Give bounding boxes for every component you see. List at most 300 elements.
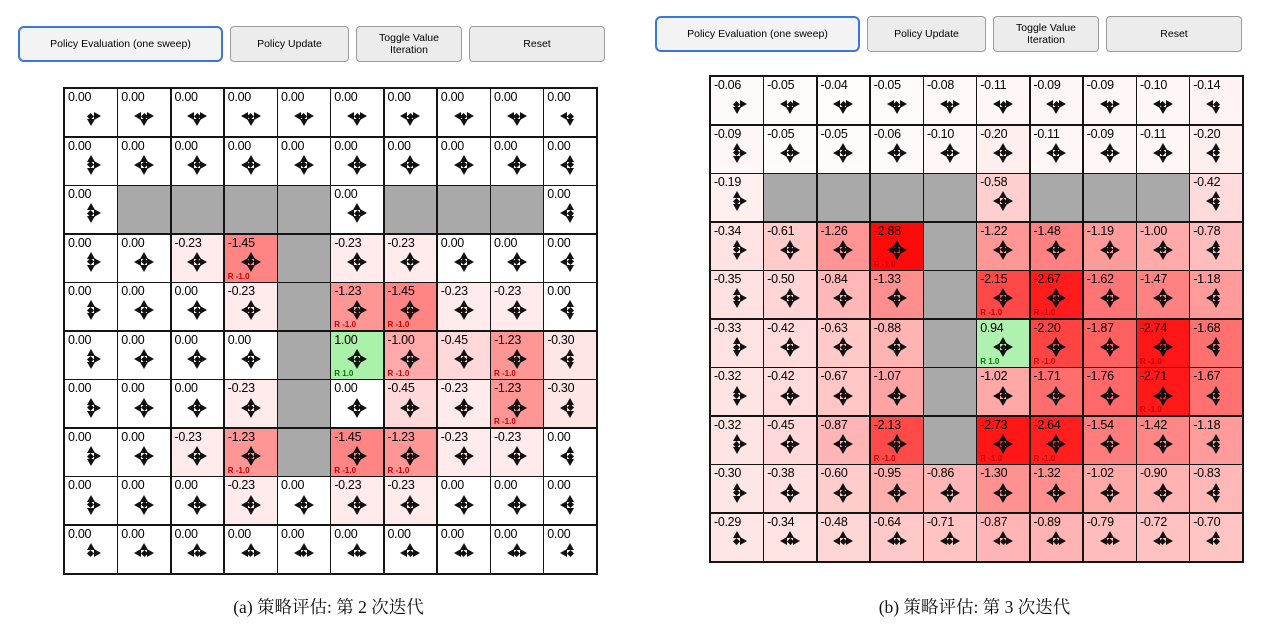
toggle-value-iteration-button[interactable]: Toggle Value Iteration: [356, 26, 462, 62]
wall-cell[interactable]: [278, 235, 330, 282]
cell-value: -0.08: [927, 78, 954, 92]
grid-cell[interactable]: [65, 283, 117, 330]
gridworld-b[interactable]: [709, 75, 1244, 563]
wall-cell[interactable]: [278, 332, 330, 379]
wall-cell[interactable]: [385, 186, 437, 233]
grid-cell[interactable]: [544, 429, 596, 476]
policy-arrows-icon: [994, 241, 1012, 259]
policy-arrows-icon: [82, 496, 100, 514]
grid-cell[interactable]: [1190, 514, 1242, 561]
wall-cell[interactable]: [924, 223, 976, 270]
grid-cell[interactable]: [1031, 368, 1083, 415]
policy-arrows-icon: [1154, 289, 1172, 307]
policy-arrows-icon: [401, 544, 419, 562]
cell-value: -0.10: [927, 126, 954, 141]
grid-cell[interactable]: [118, 332, 170, 379]
grid-cell[interactable]: [118, 89, 170, 136]
grid-cell[interactable]: [818, 77, 870, 124]
grid-cell[interactable]: [544, 89, 596, 136]
grid-cell[interactable]: [65, 477, 117, 524]
grid-cell[interactable]: [818, 368, 870, 415]
grid-cell[interactable]: [1084, 417, 1136, 464]
cell-value: -0.23: [334, 235, 362, 250]
policy-arrows-icon: [1101, 484, 1119, 502]
grid-cell[interactable]: [711, 514, 763, 561]
wall-cell[interactable]: [278, 283, 330, 330]
wall-cell[interactable]: [438, 186, 490, 233]
policy-arrows-icon: [295, 544, 313, 562]
grid-cell[interactable]: [278, 138, 330, 185]
grid-cell[interactable]: [871, 320, 923, 367]
cell-value: -1.33: [873, 272, 901, 287]
grid-cell[interactable]: [438, 235, 490, 282]
grid-cell[interactable]: [1137, 77, 1189, 124]
cell-value: -0.05: [873, 78, 901, 92]
policy-arrows-icon: [781, 289, 799, 307]
grid-cell[interactable]: [871, 223, 923, 270]
cell-value: -1.00: [1140, 223, 1167, 238]
grid-cell[interactable]: [385, 89, 437, 136]
grid-cell[interactable]: [65, 332, 117, 379]
policy-arrows-icon: [1207, 95, 1225, 113]
cell-value: -0.05: [767, 78, 795, 92]
grid-cell[interactable]: [924, 514, 976, 561]
grid-cell[interactable]: [438, 332, 490, 379]
grid-cell[interactable]: [491, 235, 543, 282]
grid-cell[interactable]: [1031, 271, 1083, 318]
grid-cell[interactable]: [385, 380, 437, 427]
grid-cell[interactable]: [118, 526, 170, 573]
grid-cell[interactable]: [1031, 514, 1083, 561]
grid-cell[interactable]: [1190, 368, 1242, 415]
grid-cell[interactable]: [385, 332, 437, 379]
wall-cell[interactable]: [924, 368, 976, 415]
grid-cell[interactable]: [278, 526, 330, 573]
cell-value: -0.23: [440, 284, 468, 299]
grid-cell[interactable]: [1084, 271, 1136, 318]
grid-cell[interactable]: [544, 332, 596, 379]
grid-cell[interactable]: [711, 465, 763, 512]
grid-cell[interactable]: [1084, 320, 1136, 367]
policy-arrows-icon: [994, 484, 1012, 502]
reward-label: R -1.0: [873, 259, 896, 269]
grid-cell[interactable]: [1031, 417, 1083, 464]
grid-cell[interactable]: [871, 77, 923, 124]
grid-cell[interactable]: [544, 477, 596, 524]
grid-cell[interactable]: [764, 417, 816, 464]
grid-cell[interactable]: [1190, 223, 1242, 270]
policy-arrows-icon: [82, 156, 100, 174]
reward-label: R -1.0: [334, 465, 357, 475]
grid-cell[interactable]: [711, 223, 763, 270]
grid-cell[interactable]: [118, 380, 170, 427]
grid-cell[interactable]: [977, 320, 1029, 367]
reset-button[interactable]: Reset: [469, 26, 605, 62]
policy-arrows-icon: [295, 496, 313, 514]
grid-cell[interactable]: [438, 380, 490, 427]
grid-cell[interactable]: [1084, 77, 1136, 124]
grid-cell[interactable]: [225, 283, 277, 330]
grid-cell[interactable]: [1190, 271, 1242, 318]
wall-cell[interactable]: [225, 186, 277, 233]
policy-arrows-icon: [728, 435, 746, 453]
cell-value: -0.42: [767, 369, 795, 384]
cell-value: 0.00: [174, 90, 198, 104]
policy-arrows-icon: [455, 350, 473, 368]
grid-cell[interactable]: [1137, 126, 1189, 173]
policy-arrows-icon: [455, 399, 473, 417]
grid-cell[interactable]: [172, 138, 224, 185]
grid-cell[interactable]: [764, 368, 816, 415]
grid-cell[interactable]: [438, 526, 490, 573]
grid-cell[interactable]: [977, 514, 1029, 561]
grid-cell[interactable]: [438, 429, 490, 476]
grid-cell[interactable]: [764, 126, 816, 173]
policy-arrows-icon: [561, 107, 579, 125]
policy-arrows-icon: [994, 435, 1012, 453]
grid-cell[interactable]: [225, 477, 277, 524]
wall-cell[interactable]: [1137, 174, 1189, 221]
wall-cell[interactable]: [764, 174, 816, 221]
grid-cell[interactable]: [172, 89, 224, 136]
grid-cell[interactable]: [331, 235, 383, 282]
grid-cell[interactable]: [491, 283, 543, 330]
grid-cell[interactable]: [1031, 465, 1083, 512]
grid-cell[interactable]: [1137, 368, 1189, 415]
cell-value: 0.00: [547, 187, 571, 202]
cell-value: -2.67: [1033, 272, 1061, 287]
wall-cell[interactable]: [871, 174, 923, 221]
grid-cell[interactable]: [331, 477, 383, 524]
grid-cell[interactable]: [118, 429, 170, 476]
policy-arrows-icon: [1207, 338, 1225, 356]
policy-arrows-icon: [781, 532, 799, 550]
grid-cell[interactable]: [818, 417, 870, 464]
grid-cell[interactable]: [544, 380, 596, 427]
grid-cell[interactable]: [871, 368, 923, 415]
cell-value: -0.64: [873, 514, 901, 529]
policy-arrows-icon: [1207, 484, 1225, 502]
wall-cell[interactable]: [1031, 174, 1083, 221]
cell-value: 0.00: [227, 138, 251, 153]
grid-cell[interactable]: [225, 429, 277, 476]
grid-cell[interactable]: [764, 320, 816, 367]
wall-cell[interactable]: [172, 186, 224, 233]
grid-cell[interactable]: [225, 235, 277, 282]
grid-cell[interactable]: [1084, 465, 1136, 512]
cell-value: -0.67: [820, 369, 848, 384]
grid-cell[interactable]: [172, 429, 224, 476]
grid-cell[interactable]: [65, 526, 117, 573]
grid-cell[interactable]: [172, 283, 224, 330]
grid-cell[interactable]: [1137, 514, 1189, 561]
grid-cell[interactable]: [118, 235, 170, 282]
grid-cell[interactable]: [118, 477, 170, 524]
grid-cell[interactable]: [1190, 126, 1242, 173]
reward-label: R 1.0: [334, 368, 354, 378]
grid-cell[interactable]: [278, 477, 330, 524]
grid-cell[interactable]: [711, 126, 763, 173]
cell-value: -0.50: [767, 272, 795, 287]
grid-cell[interactable]: [385, 477, 437, 524]
cell-value: 0.00: [387, 526, 411, 541]
grid-cell[interactable]: [65, 235, 117, 282]
cell-value: -1.00: [387, 332, 415, 347]
cell-value: -0.23: [494, 284, 521, 299]
grid-cell[interactable]: [172, 380, 224, 427]
wall-cell[interactable]: [278, 429, 330, 476]
policy-arrows-icon: [348, 399, 366, 417]
reset-button[interactable]: Reset: [1106, 16, 1242, 52]
grid-cell[interactable]: [65, 429, 117, 476]
grid-cell[interactable]: [65, 380, 117, 427]
grid-cell[interactable]: [1137, 465, 1189, 512]
grid-cell[interactable]: [118, 138, 170, 185]
cell-value: -0.95: [873, 466, 901, 481]
grid-cell[interactable]: [491, 332, 543, 379]
grid-cell[interactable]: [871, 465, 923, 512]
cell-value: 0.00: [547, 138, 571, 153]
policy-arrows-icon: [728, 144, 746, 162]
policy-arrows-icon: [1047, 144, 1065, 162]
grid-cell[interactable]: [977, 174, 1029, 221]
grid-cell[interactable]: [225, 138, 277, 185]
grid-cell[interactable]: [871, 514, 923, 561]
policy-evaluation-button[interactable]: Policy Evaluation (one sweep): [18, 26, 223, 62]
grid-cell[interactable]: [764, 271, 816, 318]
cell-value: -0.23: [227, 381, 255, 396]
policy-arrows-icon: [728, 289, 746, 307]
grid-cell[interactable]: [871, 417, 923, 464]
cell-value: -2.15: [980, 272, 1008, 287]
grid-cell[interactable]: [385, 235, 437, 282]
grid-cell[interactable]: [711, 320, 763, 367]
grid-cell[interactable]: [225, 89, 277, 136]
cell-value: -0.06: [714, 78, 741, 92]
grid-cell[interactable]: [225, 526, 277, 573]
grid-cell[interactable]: [385, 283, 437, 330]
grid-cell[interactable]: [385, 138, 437, 185]
grid-cell[interactable]: [1190, 465, 1242, 512]
grid-cell[interactable]: [65, 138, 117, 185]
grid-cell[interactable]: [491, 380, 543, 427]
grid-cell[interactable]: [924, 77, 976, 124]
cell-value: -0.23: [227, 284, 255, 299]
grid-cell[interactable]: [331, 429, 383, 476]
grid-cell[interactable]: [225, 380, 277, 427]
wall-cell[interactable]: [118, 186, 170, 233]
grid-cell[interactable]: [331, 89, 383, 136]
grid-cell[interactable]: [924, 465, 976, 512]
wall-cell[interactable]: [924, 271, 976, 318]
cell-value: -1.18: [1193, 417, 1221, 432]
policy-arrows-icon: [135, 447, 153, 465]
policy-arrows-icon: [135, 253, 153, 271]
grid-cell[interactable]: [172, 526, 224, 573]
grid-cell[interactable]: [544, 526, 596, 573]
grid-cell[interactable]: [65, 186, 117, 233]
grid-cell[interactable]: [818, 514, 870, 561]
grid-cell[interactable]: [491, 526, 543, 573]
cell-value: -1.48: [1033, 223, 1061, 238]
grid-cell[interactable]: [977, 271, 1029, 318]
grid-cell[interactable]: [331, 283, 383, 330]
policy-arrows-icon: [188, 544, 206, 562]
grid-cell[interactable]: [544, 235, 596, 282]
grid-cell[interactable]: [544, 138, 596, 185]
grid-cell[interactable]: [438, 138, 490, 185]
grid-cell[interactable]: [977, 77, 1029, 124]
figure-caption-a: (a) 策略评估: 第 2 次迭代: [233, 597, 424, 617]
grid-cell[interactable]: [438, 477, 490, 524]
grid-cell[interactable]: [544, 186, 596, 233]
grid-cell[interactable]: [871, 271, 923, 318]
toggle-value-iteration-button[interactable]: Toggle Value Iteration: [993, 16, 1099, 52]
grid-cell[interactable]: [1190, 174, 1242, 221]
wall-cell[interactable]: [924, 417, 976, 464]
grid-cell[interactable]: [818, 465, 870, 512]
policy-arrows-icon: [1101, 435, 1119, 453]
grid-cell[interactable]: [278, 89, 330, 136]
reward-label: R 1.0: [980, 356, 1000, 366]
grid-cell[interactable]: [385, 526, 437, 573]
policy-arrows-icon: [242, 156, 260, 174]
wall-cell[interactable]: [278, 380, 330, 427]
reward-label: R -1.0: [1140, 356, 1162, 366]
grid-cell[interactable]: [711, 77, 763, 124]
grid-cell[interactable]: [331, 526, 383, 573]
cell-value: -0.23: [174, 235, 202, 250]
cell-value: 0.00: [121, 332, 145, 347]
grid-cell[interactable]: [1084, 126, 1136, 173]
policy-arrows-icon: [1101, 95, 1119, 113]
grid-cell[interactable]: [818, 126, 870, 173]
grid-cell[interactable]: [977, 368, 1029, 415]
grid-cell[interactable]: [491, 429, 543, 476]
cell-value: 0.00: [68, 235, 92, 250]
policy-arrows-icon: [941, 484, 959, 502]
grid-cell[interactable]: [977, 417, 1029, 464]
grid-cell[interactable]: [818, 223, 870, 270]
wall-cell[interactable]: [278, 186, 330, 233]
gridworld-a[interactable]: [63, 87, 598, 575]
grid-cell[interactable]: [764, 465, 816, 512]
figure-caption-b: (b) 策略评估: 第 3 次迭代: [878, 597, 1071, 617]
grid-cell[interactable]: [1137, 320, 1189, 367]
grid-cell[interactable]: [491, 477, 543, 524]
grid-cell[interactable]: [331, 186, 383, 233]
grid-cell[interactable]: [977, 223, 1029, 270]
grid-cell[interactable]: [438, 283, 490, 330]
cell-value: -0.04: [820, 78, 848, 92]
cell-value: 0.00: [440, 90, 464, 104]
grid-cell[interactable]: [1084, 514, 1136, 561]
policy-update-button[interactable]: Policy Update: [230, 26, 349, 62]
policy-update-button[interactable]: Policy Update: [867, 16, 986, 52]
grid-cell[interactable]: [65, 89, 117, 136]
grid-cell[interactable]: [1084, 223, 1136, 270]
grid-cell[interactable]: [1084, 368, 1136, 415]
cell-value: -0.11: [1140, 126, 1167, 141]
policy-evaluation-button[interactable]: Policy Evaluation (one sweep): [655, 16, 860, 52]
policy-arrows-icon: [348, 544, 366, 562]
policy-arrows-icon: [781, 338, 799, 356]
grid-cell[interactable]: [1137, 417, 1189, 464]
wall-cell[interactable]: [924, 174, 976, 221]
grid-cell[interactable]: [977, 465, 1029, 512]
cell-value: 0.00: [174, 332, 198, 347]
grid-cell[interactable]: [225, 332, 277, 379]
grid-cell[interactable]: [438, 89, 490, 136]
policy-arrows-icon: [508, 301, 526, 319]
grid-cell[interactable]: [764, 77, 816, 124]
cell-value: -1.23: [387, 429, 415, 444]
reward-label: R -1.0: [334, 320, 357, 330]
grid-cell[interactable]: [1031, 320, 1083, 367]
grid-cell[interactable]: [764, 514, 816, 561]
grid-cell[interactable]: [491, 138, 543, 185]
wall-cell[interactable]: [1084, 174, 1136, 221]
grid-cell[interactable]: [172, 332, 224, 379]
grid-cell[interactable]: [1031, 223, 1083, 270]
policy-arrows-icon: [508, 350, 526, 368]
grid-cell[interactable]: [818, 271, 870, 318]
grid-cell[interactable]: [118, 283, 170, 330]
grid-cell[interactable]: [1031, 77, 1083, 124]
grid-cell[interactable]: [711, 417, 763, 464]
grid-cell[interactable]: [764, 223, 816, 270]
wall-cell[interactable]: [491, 186, 543, 233]
grid-cell[interactable]: [1190, 320, 1242, 367]
panel-b: [655, 16, 1256, 626]
grid-cell[interactable]: [1190, 417, 1242, 464]
grid-cell[interactable]: [331, 138, 383, 185]
policy-arrows-icon: [994, 532, 1012, 550]
grid-cell[interactable]: [1137, 271, 1189, 318]
grid-cell[interactable]: [711, 271, 763, 318]
cell-value: -2.88: [873, 223, 901, 238]
grid-cell[interactable]: [818, 320, 870, 367]
grid-cell[interactable]: [977, 126, 1029, 173]
cell-value: 0.00: [547, 90, 571, 104]
grid-cell[interactable]: [331, 332, 383, 379]
cell-value: 0.00: [68, 332, 92, 347]
grid-cell[interactable]: [1190, 77, 1242, 124]
grid-cell[interactable]: [711, 174, 763, 221]
grid-cell[interactable]: [172, 235, 224, 282]
cell-value: -0.09: [714, 126, 741, 141]
grid-cell[interactable]: [544, 283, 596, 330]
cell-value: 0.00: [281, 478, 305, 493]
policy-arrows-icon: [1207, 532, 1225, 550]
grid-cell[interactable]: [385, 429, 437, 476]
wall-cell[interactable]: [818, 174, 870, 221]
wall-cell[interactable]: [924, 320, 976, 367]
grid-cell[interactable]: [711, 368, 763, 415]
cell-value: -1.23: [334, 284, 362, 299]
grid-cell[interactable]: [924, 126, 976, 173]
grid-cell[interactable]: [491, 89, 543, 136]
grid-cell[interactable]: [871, 126, 923, 173]
grid-cell[interactable]: [1137, 223, 1189, 270]
cell-value: -0.79: [1086, 514, 1114, 529]
grid-cell[interactable]: [172, 477, 224, 524]
grid-cell[interactable]: [331, 380, 383, 427]
cell-value: -1.23: [227, 429, 255, 444]
cell-value: -1.02: [980, 369, 1008, 384]
cell-value: -1.45: [387, 284, 415, 299]
grid-cell[interactable]: [1031, 126, 1083, 173]
